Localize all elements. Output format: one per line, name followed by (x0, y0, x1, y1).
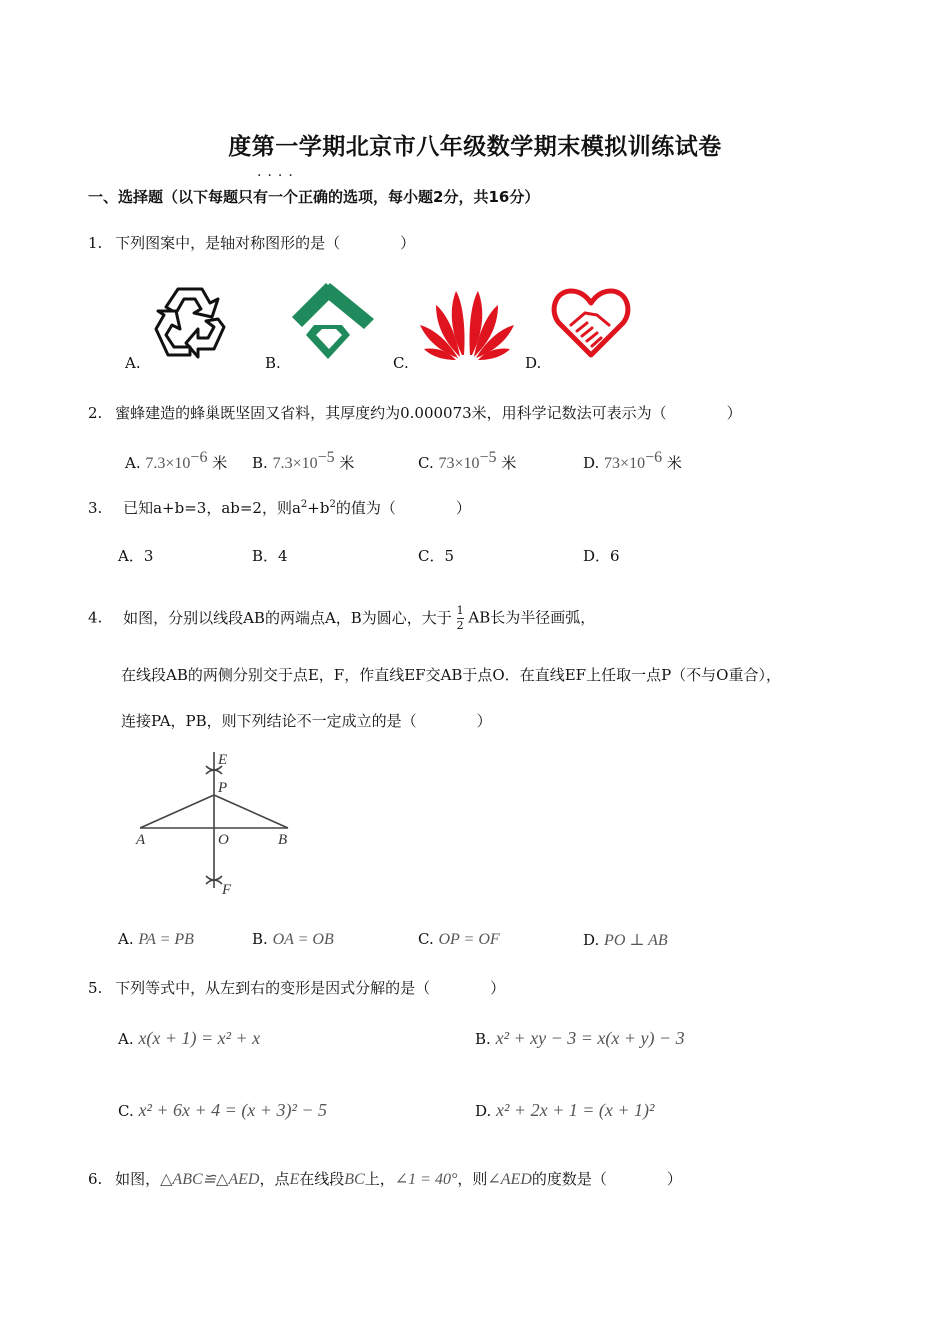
question-text: 如图，分别以线段AB的两端点A，B为圆心，大于 (123, 608, 452, 627)
question-1 (88, 232, 415, 253)
option-exponent: −5 (479, 449, 497, 466)
perpendicular-bisector-figure (130, 748, 300, 898)
q4-option-d: D. PO ⊥ AB (583, 931, 668, 949)
option-math: 7.3×10 (145, 455, 191, 472)
label-p: P (218, 780, 228, 796)
q5-option-d: D. x² + 2x + 1 = (x + 1)² (475, 1100, 655, 1120)
question-number: 6. (88, 1170, 103, 1188)
option-unit: 米 (501, 454, 517, 472)
question-5 (88, 977, 505, 998)
q4-option-a: A. PA = PB (118, 930, 194, 948)
option-label: A. (125, 454, 141, 472)
option-math: 73×10 (604, 455, 646, 472)
q1-option-d-label: D. (525, 354, 542, 372)
q3-option-d: D．6 (583, 547, 620, 565)
option-label: B. (252, 454, 268, 472)
q2-option-b (252, 449, 354, 473)
question-number: 3. (88, 499, 103, 517)
question-text-cont: AB长为半径画弧， (468, 608, 596, 627)
question-number: 1. (88, 234, 103, 252)
huawei-logo-icon (418, 285, 516, 361)
question-number: 2. (88, 404, 103, 422)
question-4 (88, 604, 595, 633)
question-4-line-3: 连接PA，PB，则下列结论不一定成立的是（ ） (121, 712, 492, 730)
label-f: F (222, 882, 232, 898)
question-text: 下列等式中，从左到右的变形是因式分解的是（ ） (115, 979, 506, 997)
label-e: E (218, 752, 228, 768)
question-6: 6. 如图，△ABC≌△AED，点E在线段BC上，∠1 = 40°，则∠AED的度数是（ ） (88, 1170, 682, 1188)
recycle-icon (148, 283, 232, 359)
question-4-line-2: 在线段AB的两侧分别交于点E，F，作直线EF交AB于点O．在直线EF上任取一点P（不与O重合）， (121, 666, 781, 684)
question-text: 已知a+b=3，ab=2，则$a^2+b^2$的值为（ ） (123, 499, 471, 517)
option-unit: 米 (212, 454, 228, 472)
question-text: 蜜蜂建造的蜂巢既坚固又省料，其厚度约为0.000073米，用科学记数法可表示为（ ） (115, 404, 742, 422)
segment-pa (140, 795, 214, 828)
option-label: D. (583, 454, 600, 472)
label-b: B (278, 832, 288, 848)
q5-option-a: A. x(x + 1) = x² + x (118, 1028, 261, 1048)
bank-logo-icon (290, 279, 376, 361)
label-a: A (136, 832, 146, 848)
option-math: 73×10 (438, 455, 480, 472)
label-o: O (218, 832, 229, 848)
option-unit: 米 (339, 454, 355, 472)
heart-handshake-icon (551, 285, 631, 359)
section-heading: 一、选择题（以下每题只有一个正确的选项，每小题2分，共16分） (88, 188, 540, 206)
q4-option-b: B. OA = OB (252, 930, 334, 948)
emphasis-dots: ···· (257, 168, 299, 184)
q2-option-c (418, 449, 516, 473)
question-number: 4. (88, 608, 103, 627)
q2-option-d (583, 449, 682, 473)
q2-option-a (125, 449, 227, 473)
q1-option-b-label: B. (265, 354, 281, 372)
q4-option-c: C. OP = OF (418, 930, 500, 948)
q1-option-a-label: A. (125, 354, 141, 372)
option-math: 7.3×10 (272, 455, 318, 472)
question-number: 5. (88, 979, 103, 997)
q1-option-c-label: C. (393, 354, 409, 372)
q5-option-b: B. x² + xy − 3 = x(x + y) − 3 (475, 1028, 685, 1048)
q3-option-c: C．5 (418, 547, 455, 565)
q3-option-b: B．4 (252, 547, 288, 565)
page-title: 度第一学期北京市八年级数学期末模拟训练试卷 (228, 134, 722, 160)
segment-pb (214, 795, 288, 828)
option-exponent: −5 (317, 449, 335, 466)
q3-option-a: A．3 (118, 547, 154, 565)
question-2 (88, 402, 742, 423)
option-exponent: −6 (190, 449, 208, 466)
option-exponent: −6 (645, 449, 663, 466)
q5-option-c: C. x² + 6x + 4 = (x + 3)² − 5 (118, 1100, 327, 1120)
question-3 (88, 497, 471, 518)
option-label: C. (418, 454, 434, 472)
fraction-one-half: $\frac{1}{2}$ (456, 604, 464, 632)
option-unit: 米 (666, 454, 682, 472)
question-text: 下列图案中，是轴对称图形的是（ ） (115, 234, 416, 252)
